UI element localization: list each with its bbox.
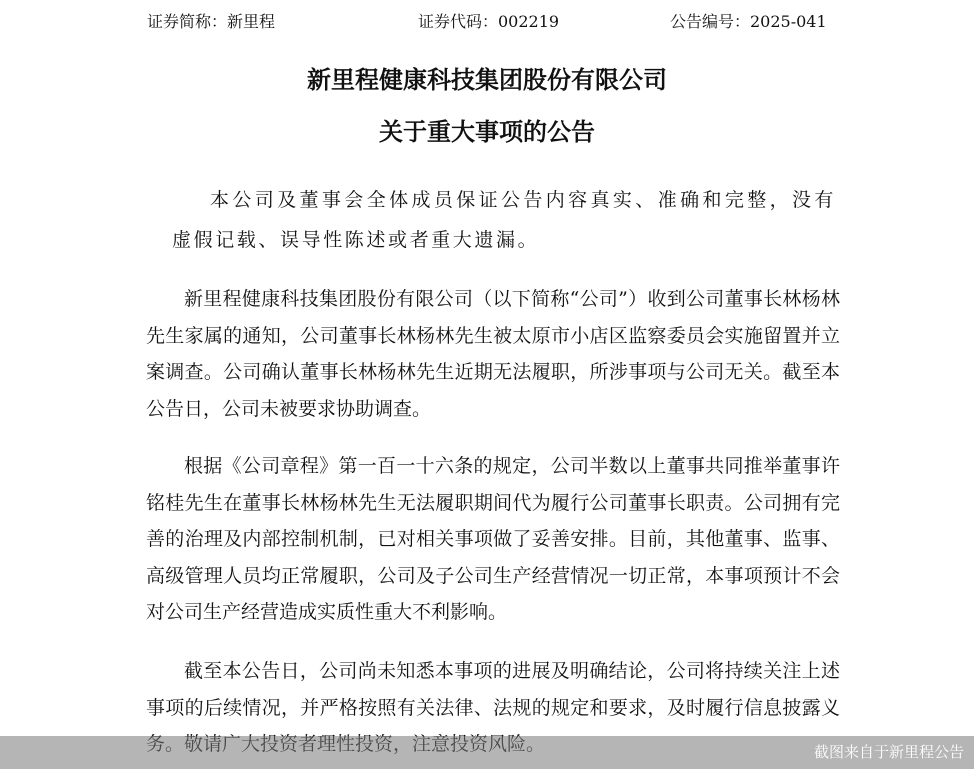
body-paragraph-1: 新里程健康科技集团股份有限公司（以下简称“公司”）收到公司董事长林杨林先生家属的通知，公司董事长林杨林先生被太原市小店区监察委员会实施留置并立案调查。公司确认董事长林杨林先生近期无法履职，所涉事项与公司无关。截至本公告日，公司未被要求协助调查。 [146, 288, 840, 420]
announcement-title: 关于重大事项的公告 [379, 118, 595, 146]
company-title: 新里程健康科技集团股份有限公司 [307, 66, 667, 94]
stock-abbreviation: 证券简称：新里程 [147, 12, 276, 31]
stock-code: 证券代码：002219 [418, 12, 560, 31]
source-caption: 截图来自于新里程公告 [813, 743, 964, 761]
document-header [0, 9, 974, 35]
body-paragraph-2: 根据《公司章程》第一百一十六条的规定，公司半数以上董事共同推举董事许铭桂先生在董事长林杨林先生无法履职期间代为履行公司董事长职责。公司拥有完善的治理及内部控制机制，已对相关事项做了妥善安排。目前，其他董事、监事、高级管理人员均正常履职，公司及子公司生产经营情况一切正常，本事项预计不会对公司生产经营造成实质性重大不利影响。 [146, 455, 840, 623]
body-paragraph-3: 截至本公告日，公司尚未知悉本事项的进展及明确结论，公司将持续关注上述事项的后续情况，并严格按照有关法律、法规的规定和要求，及时履行信息披露义 [146, 660, 840, 719]
source-caption-bar [0, 736, 974, 769]
board-guarantee-notice: 本公司及董事会全体成员保证公告内容真实、准确和完整，没有虚假记载、误导性陈述或者重大遗漏。 [172, 189, 836, 251]
announcement-number: 公告编号：2025-041 [670, 12, 827, 31]
